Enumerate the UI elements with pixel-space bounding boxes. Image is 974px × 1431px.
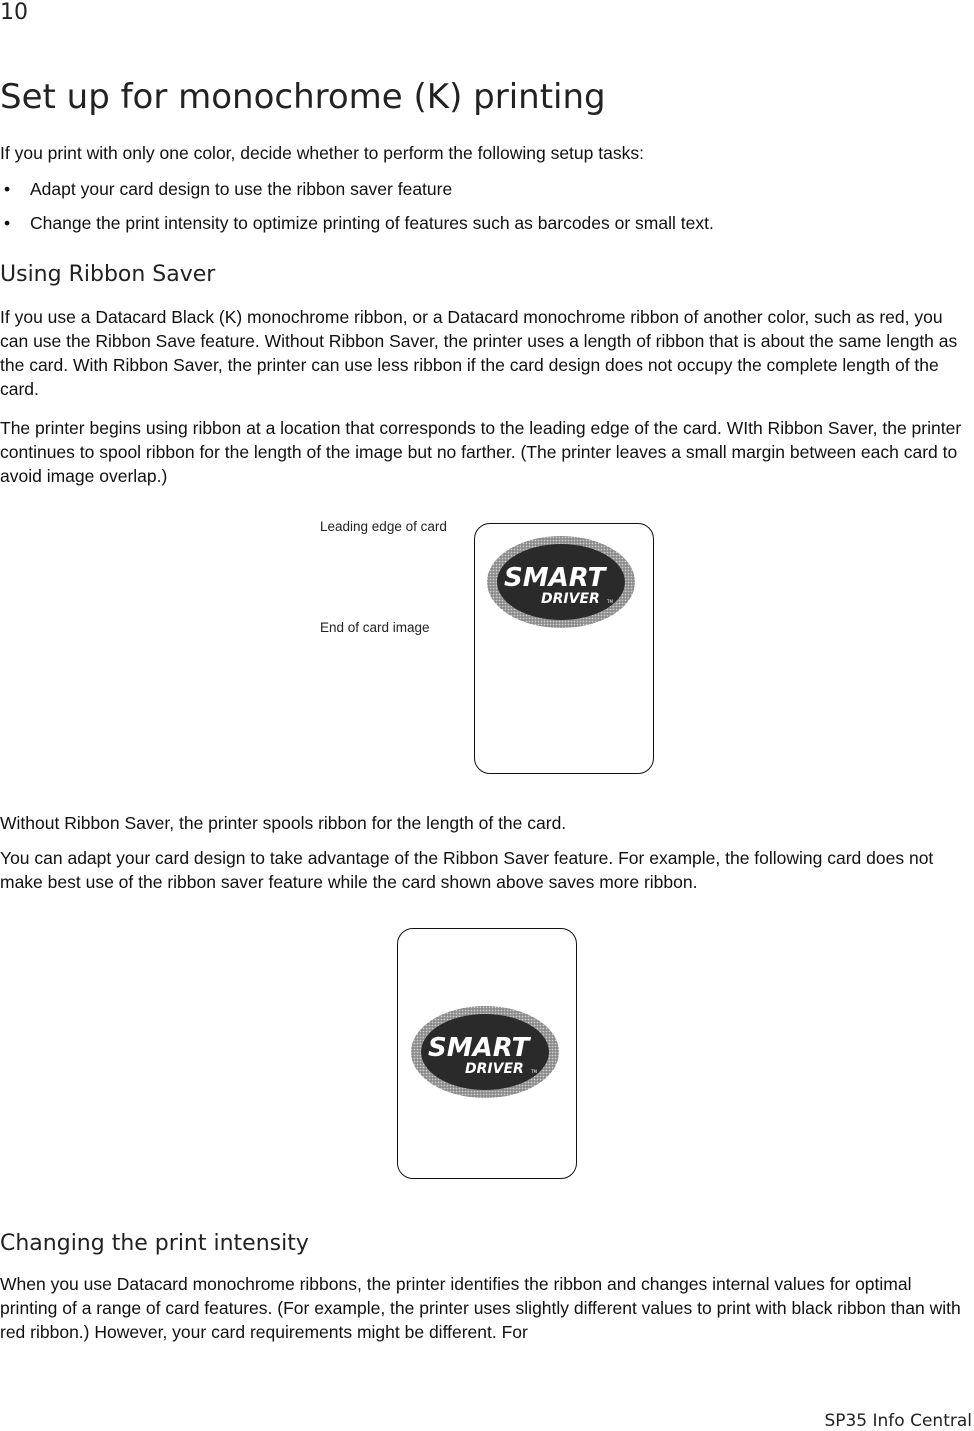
logo-text-smart: SMART bbox=[428, 1033, 530, 1063]
heading-print-intensity: Changing the print intensity bbox=[0, 1231, 309, 1256]
ribbon-saver-paragraph-3: Without Ribbon Saver, the printer spools ribbon for the length of the card. bbox=[0, 813, 567, 833]
bullet-text: Change the print intensity to optimize printing of features such as barcodes or small text. bbox=[30, 213, 714, 233]
bullet-marker: • bbox=[4, 179, 11, 199]
label-leading-edge: Leading edge of card bbox=[320, 519, 447, 534]
bullet-marker: • bbox=[4, 213, 11, 233]
page-number: 10 bbox=[0, 0, 28, 25]
bullet-text: Adapt your card design to use the ribbon saver feature bbox=[30, 179, 453, 199]
ribbon-saver-paragraph-2: The printer begins using ribbon at a location that corresponds to the leading edge of the card. WIth Ribbon Saver, the printer continues to spool ribbon for the length of the image but no farther. (The printer leaves a small margin between each card to avoid image overlap.) bbox=[0, 418, 962, 486]
logo-text-driver: DRIVER bbox=[541, 591, 600, 607]
logo-text-smart: SMART bbox=[504, 563, 606, 593]
page-title: Set up for monochrome (K) printing bbox=[0, 77, 606, 117]
print-intensity-paragraph-1: When you use Datacard monochrome ribbons, the printer identifies the ribbon and changes internal values for optimal printing of a range of card features. (For example, the printer uses slightly different values to print with black ribbon than with red ribbon.) However, your card requirements might be different. For bbox=[0, 1274, 961, 1342]
heading-ribbon-saver: Using Ribbon Saver bbox=[0, 262, 216, 287]
ribbon-saver-paragraph-4: You can adapt your card design to take advantage of the Ribbon Saver feature. For example, the following card does not make best use of the ribbon saver feature while the card shown above saves more ribbon. bbox=[0, 848, 934, 892]
logo-text-tm: TM bbox=[607, 599, 613, 604]
page-footer: SP35 Info Central bbox=[824, 1411, 972, 1431]
logo-text-tm: TM bbox=[531, 1069, 537, 1074]
label-end-of-image: End of card image bbox=[320, 620, 430, 635]
intro-text: If you print with only one color, decide whether to perform the following setup tasks: bbox=[0, 143, 644, 163]
smart-driver-logo bbox=[410, 1006, 560, 1102]
logo-text-driver: DRIVER bbox=[465, 1061, 524, 1077]
smart-driver-logo bbox=[486, 536, 636, 632]
ribbon-saver-paragraph-1: If you use a Datacard Black (K) monochrome ribbon, or a Datacard monochrome ribbon of another color, such as red, you can use the Ribbon Save feature. Without Ribbon Saver, the printer uses a length of ribbon that is about the same length as the card. With Ribbon Saver, the printer can use less ribbon if the card design does not occupy the complete length of the card. bbox=[0, 307, 958, 399]
